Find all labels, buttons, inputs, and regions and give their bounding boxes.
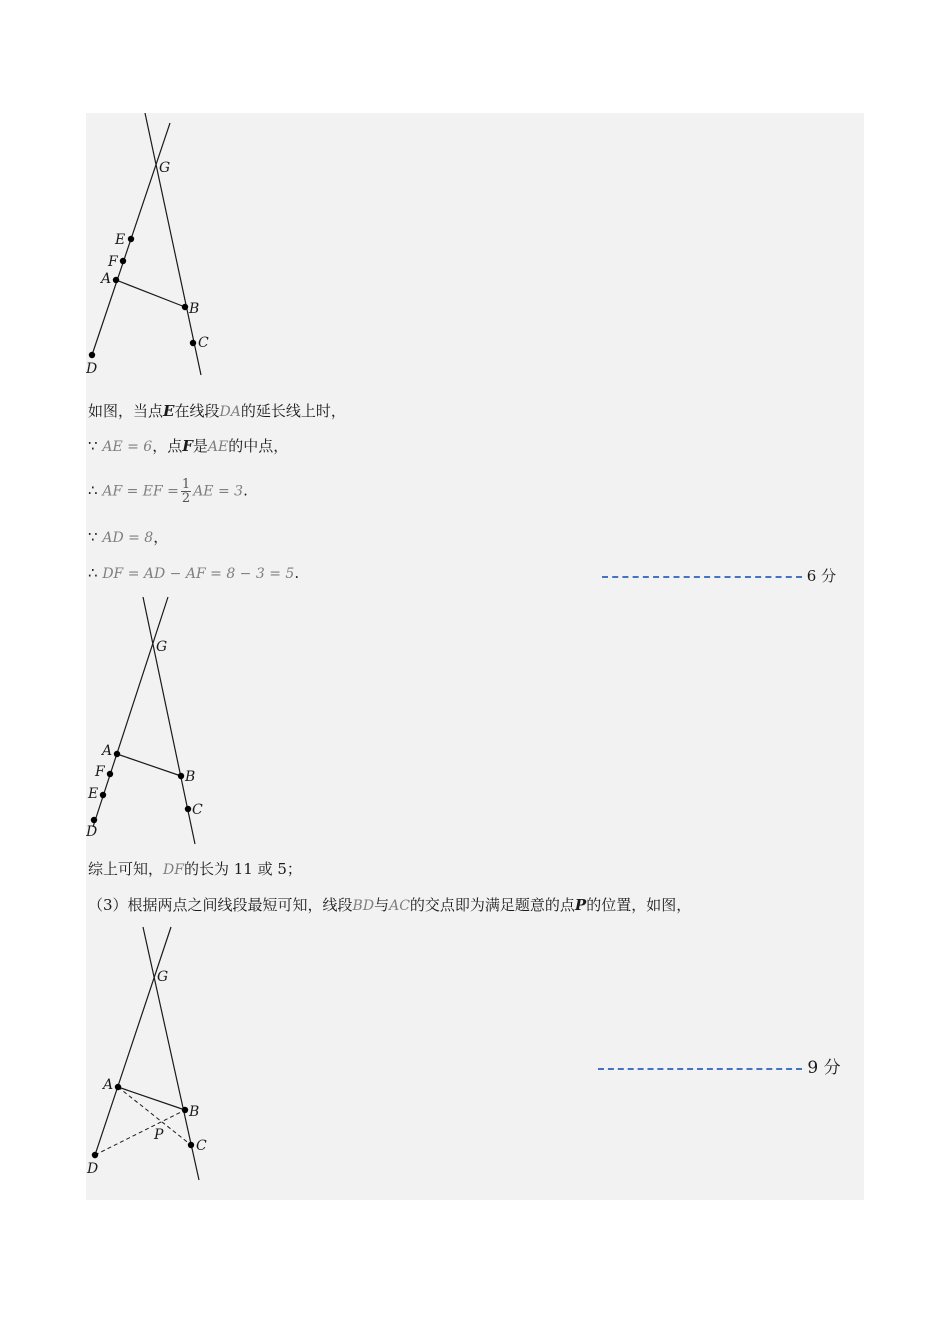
point-label-e: E — [88, 786, 99, 802]
case2-line-3: ∴ AF = EF = $\frac{1}{2}$ AE = 3. — [88, 477, 248, 506]
point-label-g: G — [157, 969, 169, 985]
score-9: 9 分 — [598, 1053, 841, 1078]
point-label-b: B — [185, 769, 196, 785]
point-label-b: B — [189, 301, 200, 317]
point-label-a: A — [102, 743, 113, 759]
case2-line-5: ∴ DF = AD − AF = 8 − 3 = 5. — [88, 564, 300, 582]
point-label-f: F — [95, 764, 105, 780]
point-label-f: F — [108, 254, 118, 270]
figure-1 — [86, 113, 226, 383]
point-label-a: A — [101, 271, 112, 287]
summary-line: 综上可知，DF的长为 11 或 5； — [88, 860, 302, 878]
point-label-p: P — [154, 1127, 164, 1143]
point-label-g: G — [159, 160, 171, 176]
point-label-c: C — [192, 802, 203, 818]
figure-3 — [86, 925, 226, 1185]
part3-line: （3）根据两点之间线段最短可知，线段BD与AC的交点即为满足题意的点P的位置，如图， — [88, 896, 692, 914]
point-label-d: D — [87, 1161, 99, 1177]
point-label-b: B — [189, 1104, 200, 1120]
point-label-d: D — [86, 824, 98, 840]
case2-line-1: 如图，当点E在线段DA的延长线上时， — [88, 402, 346, 420]
point-label-a: A — [103, 1077, 114, 1093]
score-6: 6 分 — [602, 565, 836, 586]
point-label-g: G — [156, 639, 168, 655]
figure-2 — [86, 595, 226, 845]
point-label-e: E — [115, 232, 126, 248]
case2-line-2: ∵ AE = 6，点F是AE的中点， — [88, 437, 289, 455]
fraction-one-half: $\frac{1}{2}$ — [181, 477, 191, 506]
case2-line-4: ∵ AD = 8， — [88, 528, 169, 546]
point-label-d: D — [86, 361, 98, 377]
point-label-c: C — [198, 335, 209, 351]
point-label-c: C — [196, 1138, 207, 1154]
